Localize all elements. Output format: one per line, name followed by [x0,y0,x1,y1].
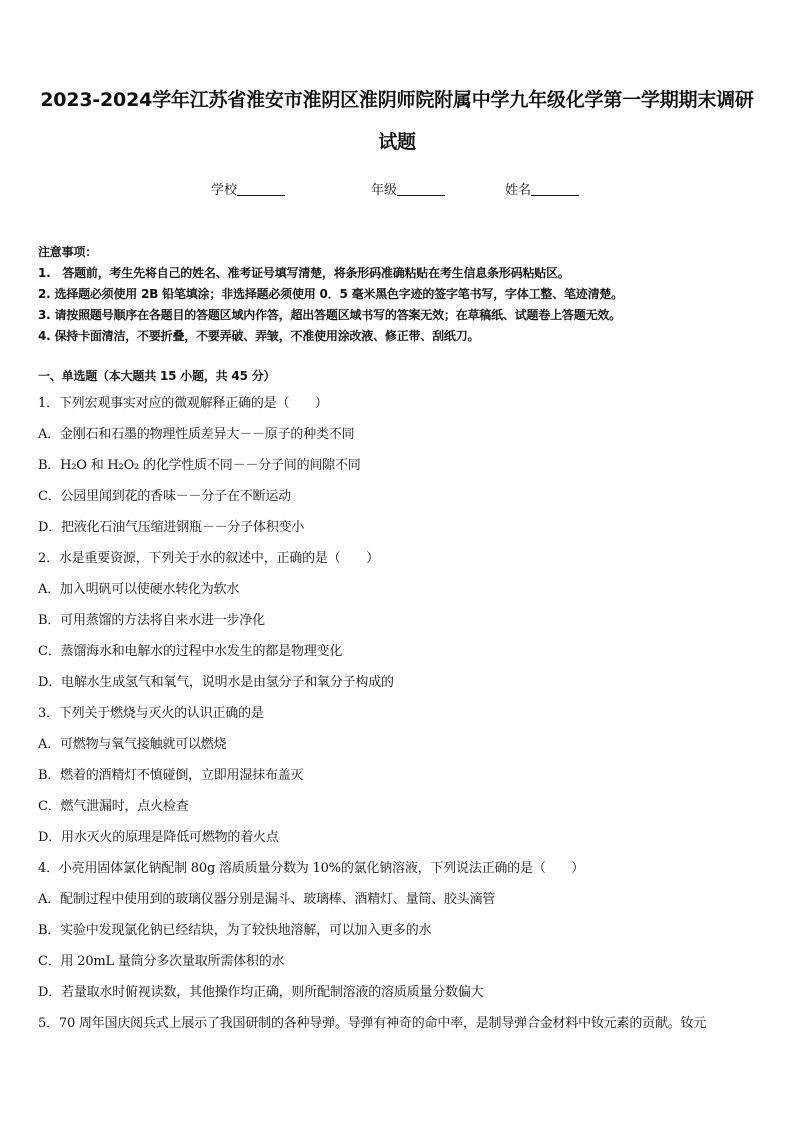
question-4-option-c: C．用 20mL 量筒分多次量取所需体积的水 [38,954,285,969]
school-blank [237,181,285,196]
question-3-stem: 3．下列关于燃烧与灭火的认识正确的是 [38,706,264,721]
note-item-3: 3. 请按照题号顺序在各题目的答题区域内作答，超出答题区域书写的答案无效；在草稿纸、试题卷上答题无效。 [38,308,621,322]
question-2-option-a: A．加入明矾可以使硬水转化为软水 [38,582,240,597]
grade-blank [397,181,445,196]
question-4-option-a: A．配制过程中使用到的玻璃仪器分别是漏斗、玻璃棒、酒精灯、量筒、胶头滴管 [38,892,496,907]
exam-title-line1: 2023-2024学年江苏省淮安市淮阴区淮阴师院附属中学九年级化学第一学期期末调研 [40,89,754,111]
question-1-option-d: D．把液化石油气压缩进钢瓶－－分子体积变小 [38,520,305,535]
question-3-option-c: C．燃气泄漏时，点火检查 [38,799,189,814]
name-label: 姓名 [505,183,532,198]
notes-block [38,242,758,347]
question-3-option-b: B．燃着的酒精灯不慎碰倒，立即用湿抹布盖灭 [38,768,304,783]
question-4-option-d: D．若量取水时俯视读数，其他操作均正确，则所配制溶液的溶质质量分数偏大 [38,985,484,1000]
question-2-option-c: C．蒸馏海水和电解水的过程中水发生的都是物理变化 [38,644,343,659]
question-2-option-d: D．电解水生成氢气和氧气，说明水是由氢分子和氧分子构成的 [38,675,394,690]
question-5-stem: 5．70 周年国庆阅兵式上展示了我国研制的各种导弹。导弹有神奇的命中率，是制导弹合金材料中钕元素的贡献。钕元 [38,1016,707,1031]
exam-title-line2: 试题 [378,131,416,153]
question-3-option-d: D．用水灭火的原理是降低可燃物的着火点 [38,830,279,845]
notes-heading: 注意事项： [38,245,98,259]
question-1-option-b: B．H₂O 和 H₂O₂ 的化学性质不同－－分子间的间隙不同 [38,458,361,473]
note-item-4: 4. 保持卡面清洁，不要折叠，不要弄破、弄皱，不准使用涂改液、修正带、刮纸刀。 [38,329,480,343]
note-item-2: 2. 选择题必须使用 2B 铅笔填涂；非选择题必须使用 0．5 毫米黑色字迹的签字笔书写，字体工整、笔迹清楚。 [38,287,623,301]
name-blank [531,181,579,196]
question-3-option-a: A．可燃物与氧气接触就可以燃烧 [38,737,227,752]
section-heading: 一、单选题（本大题共 15 小题，共 45 分） [38,369,276,383]
question-1-option-c: C．公园里闻到花的香味－－分子在不断运动 [38,489,291,504]
question-1-stem: 1．下列宏观事实对应的微观解释正确的是（ ） [38,396,328,411]
question-1-option-a: A．金刚石和石墨的物理性质差异大－－原子的种类不同 [38,427,355,442]
question-2-stem: 2．水是重要资源，下列关于水的叙述中，正确的是（ ） [38,551,379,566]
questions-content [38,364,758,1039]
school-label: 学校 [211,183,238,198]
note-item-1: 1. 答题前，考生先将自己的姓名、准考证号填写清楚，将条形码准确粘贴在考生信息条形码粘贴区。 [38,266,570,280]
question-4-option-b: B．实验中发现氯化钠已经结块，为了较快地溶解，可以加入更多的水 [38,923,432,938]
grade-field [371,180,445,202]
name-field [505,180,579,202]
student-info-row [0,180,794,202]
school-field [211,180,285,202]
question-4-stem: 4．小亮用固体氯化钠配制 80g 溶质质量分数为 10%的氯化钠溶液，下列说法正确的是（ ） [38,861,585,876]
question-2-option-b: B．可用蒸馏的方法将自来水进一步净化 [38,613,265,628]
grade-label: 年级 [371,183,398,198]
